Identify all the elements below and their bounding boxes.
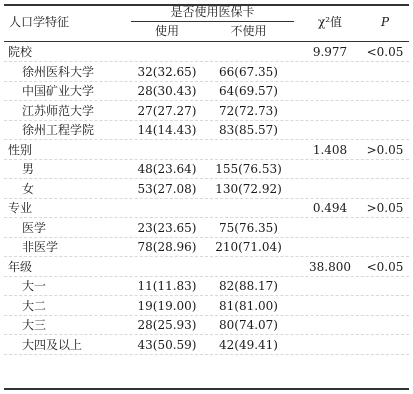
row-label: 大四及以上	[22, 337, 83, 352]
group-label: 年级	[8, 259, 33, 274]
row-guide	[4, 120, 409, 121]
row-used-value: 48(23.64)	[137, 162, 197, 176]
row-used-value: 27(27.27)	[137, 103, 197, 118]
group-p-value: <0.05	[366, 45, 404, 59]
row-guide	[4, 295, 409, 296]
row-not-used-value: 64(69.57)	[219, 84, 278, 98]
row-used-value: 14(14.43)	[137, 123, 197, 137]
header-not-used: 不使用	[230, 24, 267, 38]
row-not-used-value: 75(76.35)	[219, 220, 278, 235]
row-label: 徐州工程学院	[22, 123, 95, 137]
row-not-used-value: 42(49.41)	[219, 337, 278, 352]
row-used-value: 28(30.43)	[137, 84, 197, 98]
header-chi-square: χ²值	[317, 15, 343, 29]
group-header-rule	[131, 21, 294, 22]
row-guide	[4, 139, 409, 140]
row-label: 中国矿业大学	[22, 84, 95, 98]
row-guide	[4, 276, 409, 277]
row-label: 医学	[22, 220, 47, 235]
row-guide	[4, 334, 409, 335]
header-characteristic: 人口学特征	[9, 15, 70, 29]
row-guide	[4, 81, 409, 82]
row-label: 非医学	[22, 240, 59, 254]
group-label: 专业	[8, 201, 33, 215]
row-used-value: 19(19.00)	[137, 298, 197, 313]
row-used-value: 78(28.96)	[137, 240, 197, 254]
row-not-used-value: 210(71.04)	[215, 240, 282, 254]
row-used-value: 11(11.83)	[137, 279, 197, 293]
row-used-value: 28(25.93)	[137, 318, 197, 332]
group-chi-square: 1.408	[312, 142, 348, 157]
row-not-used-value: 82(88.17)	[219, 279, 278, 293]
row-label: 徐州医科大学	[22, 64, 95, 79]
row-used-value: 23(23.65)	[137, 220, 197, 235]
row-not-used-value: 72(72.73)	[219, 103, 278, 118]
header-used: 使用	[154, 24, 179, 38]
row-guide	[4, 198, 409, 199]
group-p-value: <0.05	[366, 259, 404, 274]
row-label: 大一	[22, 279, 47, 293]
row-used-value: 32(32.65)	[137, 64, 197, 79]
row-not-used-value: 80(74.07)	[219, 318, 278, 332]
row-guide	[4, 256, 409, 257]
group-label: 院校	[8, 45, 33, 59]
group-p-value: >0.05	[366, 201, 404, 215]
row-guide	[4, 237, 409, 238]
table-bottom-rule	[4, 388, 409, 390]
row-label: 男	[22, 162, 35, 176]
row-guide	[4, 61, 409, 62]
row-not-used-value: 83(85.57)	[219, 123, 278, 137]
row-not-used-value: 130(72.92)	[215, 181, 282, 196]
header-p: P	[380, 15, 390, 29]
row-not-used-value: 66(67.35)	[219, 64, 278, 79]
row-not-used-value: 155(76.53)	[215, 162, 282, 176]
group-chi-square: 9.977	[312, 45, 348, 59]
row-guide	[4, 217, 409, 218]
group-label: 性别	[8, 142, 33, 157]
header-group-title: 是否使用医保卡	[170, 5, 255, 19]
group-chi-square: 0.494	[312, 201, 348, 215]
row-guide	[4, 159, 409, 160]
row-guide	[4, 315, 409, 316]
row-label: 大三	[22, 318, 47, 332]
row-used-value: 53(27.08)	[137, 181, 197, 196]
group-p-value: >0.05	[366, 142, 404, 157]
row-label: 大二	[22, 298, 47, 313]
header-bottom-rule	[4, 41, 409, 42]
row-label: 女	[22, 181, 35, 196]
row-label: 江苏师范大学	[22, 103, 95, 118]
row-guide	[4, 178, 409, 179]
row-not-used-value: 81(81.00)	[219, 298, 278, 313]
row-guide	[4, 100, 409, 101]
row-used-value: 43(50.59)	[137, 337, 197, 352]
group-chi-square: 38.800	[309, 259, 351, 274]
row-guide	[4, 354, 409, 355]
